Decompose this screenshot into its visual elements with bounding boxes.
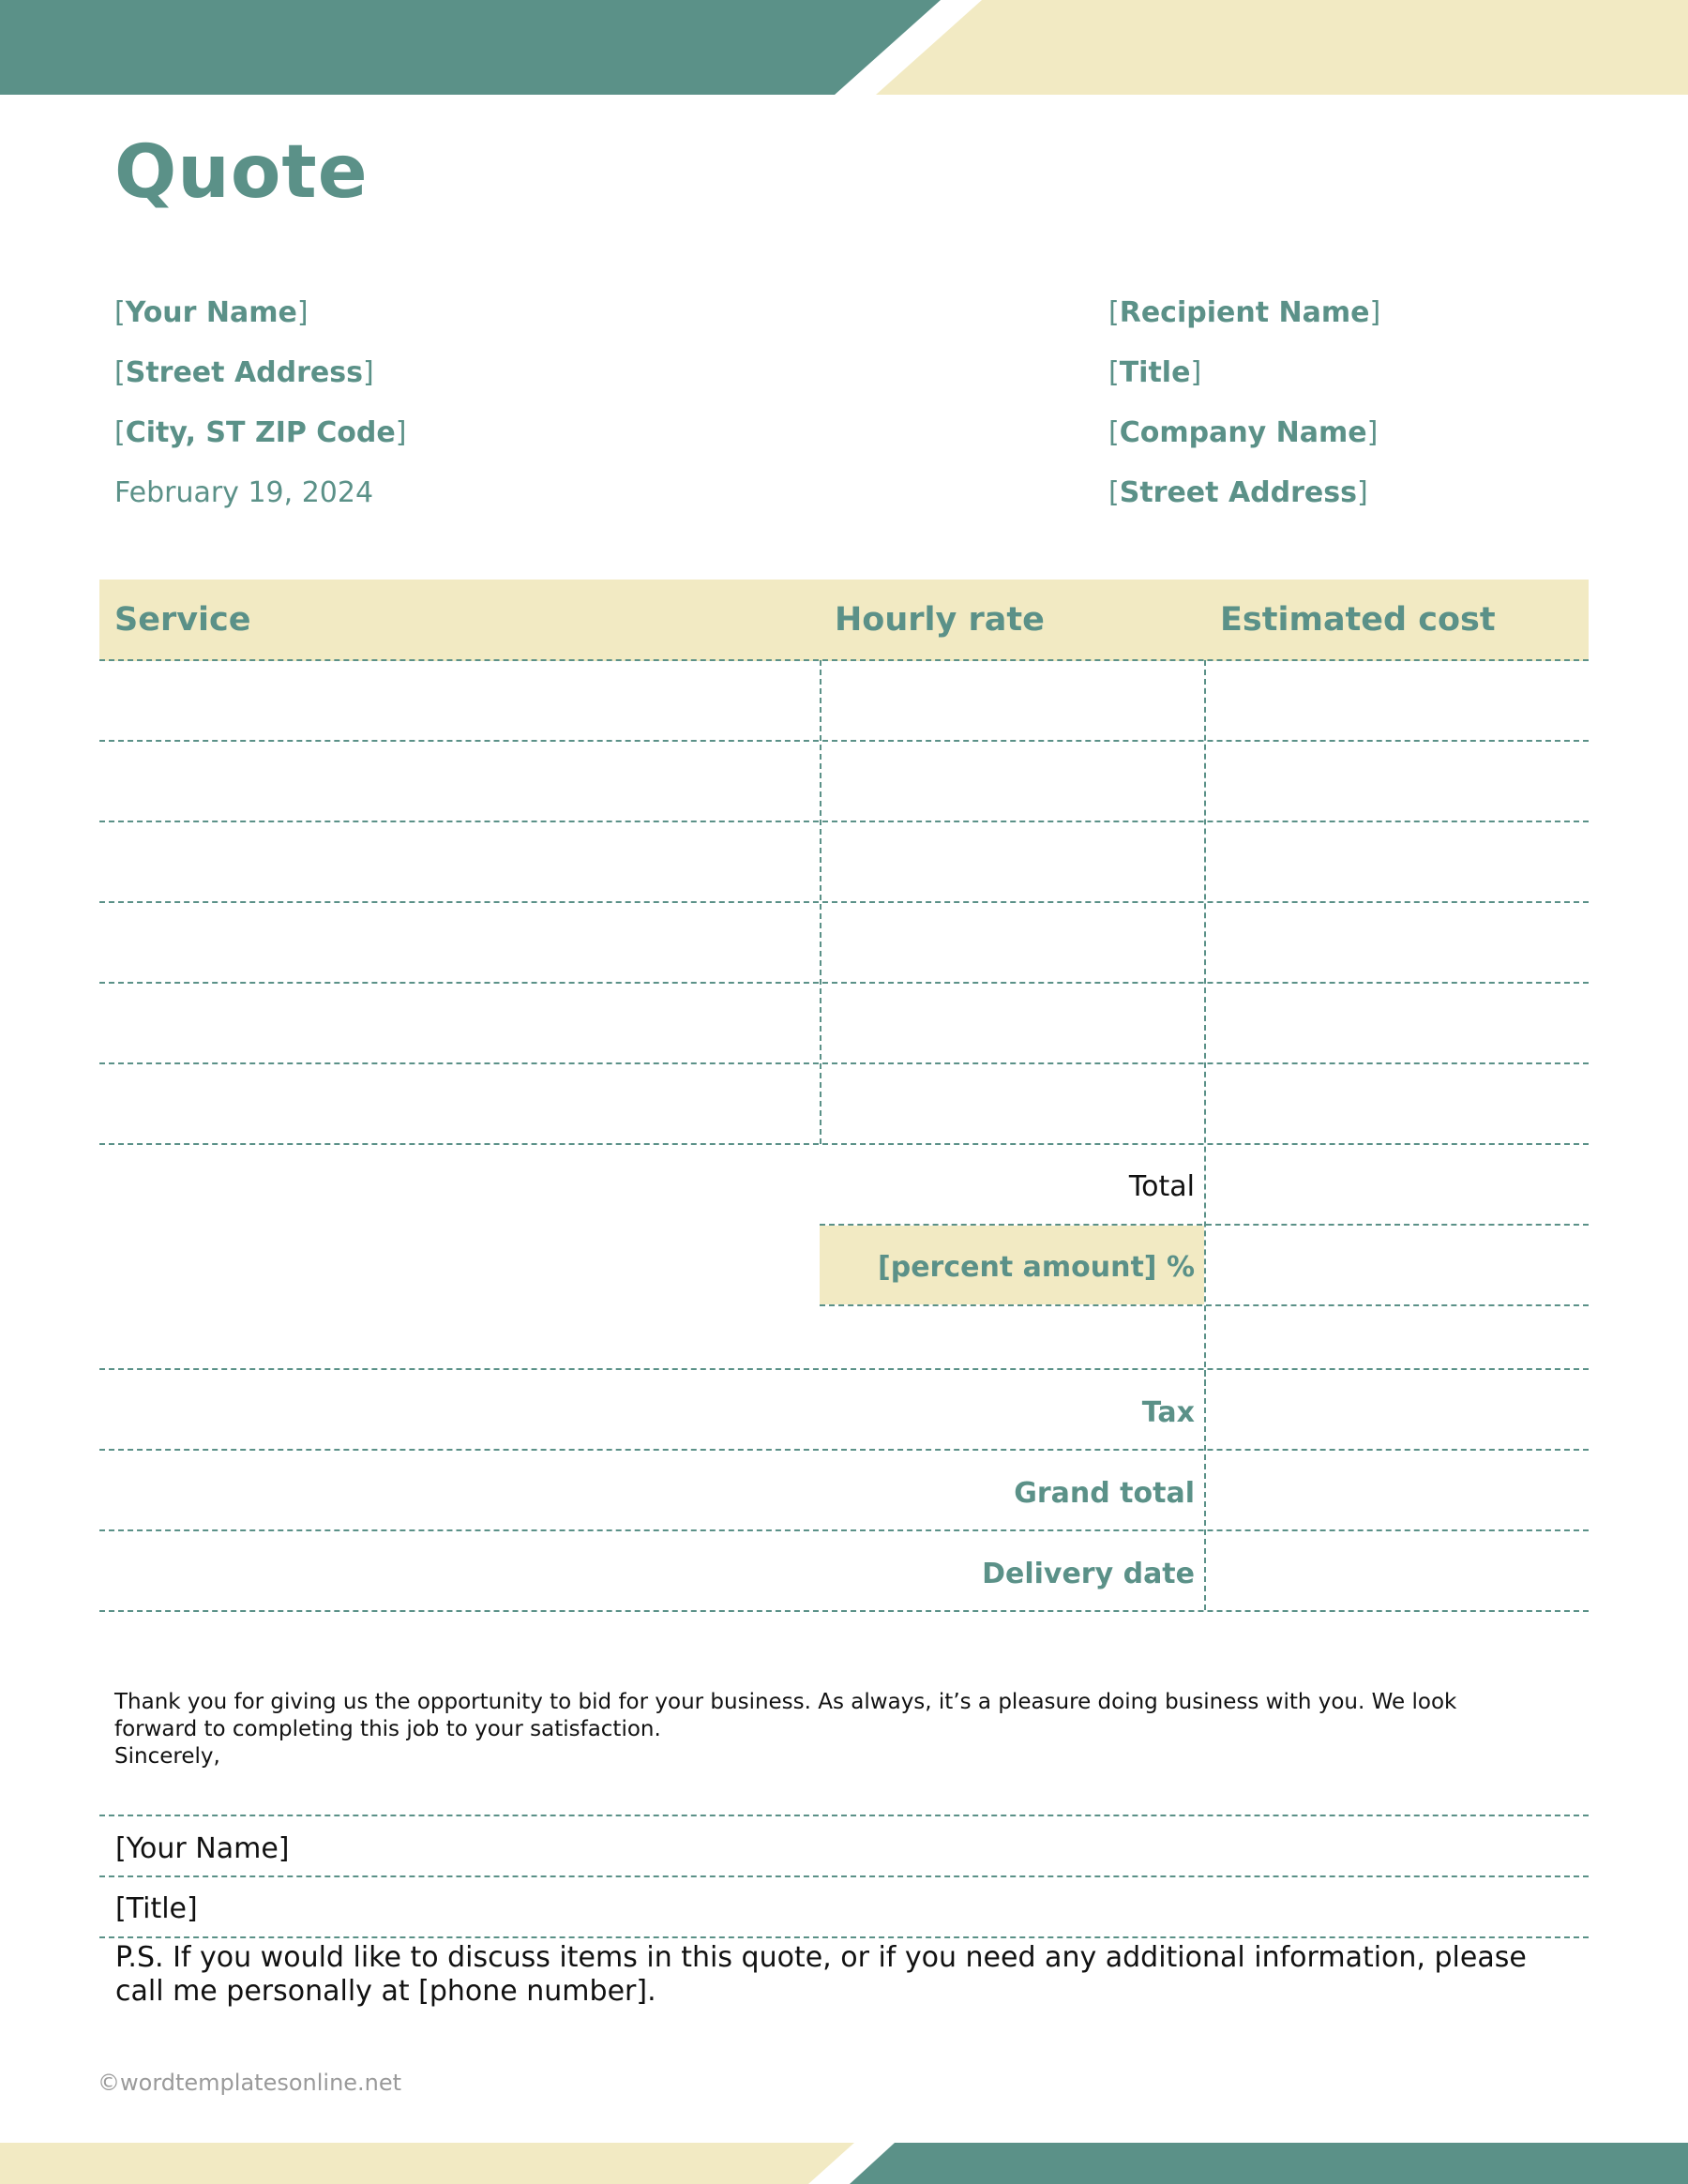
column-divider [820,660,821,1144]
header-band-green [0,0,941,95]
table-row[interactable] [99,902,1589,983]
row-divider [99,982,1589,984]
table-row[interactable] [99,660,1589,741]
note-text: Thank you for giving us the opportunity to bid for your business. As always, it’s a pleasure doing business with you. We look forward to completing this job to your satisfaction. [114,1690,1457,1741]
signature-title[interactable]: [Title] [115,1892,198,1925]
header-service: Service [114,600,251,639]
header-band [0,0,1688,95]
sender-name: [Your Name] [114,296,309,329]
header-band-cream [876,0,1688,95]
grand-total-label: Grand total [1014,1477,1195,1510]
signature-divider [99,1936,1589,1938]
sender-street: [Street Address] [114,356,374,389]
credit-text: ©wordtemplatesonline.net [98,2070,402,2096]
tax-value-cell[interactable] [1206,1370,1589,1449]
recipient-title: [Title] [1108,356,1202,389]
signature-divider [99,1875,1589,1877]
signature-name[interactable]: [Your Name] [115,1832,290,1865]
footer-band-cream [0,2143,854,2184]
footer-band [0,2143,1688,2184]
delivery-date-label: Delivery date [982,1558,1195,1590]
sender-city: [City, ST ZIP Code] [114,416,407,449]
percent-label: [percent amount] % [878,1251,1195,1284]
row-divider [99,740,1589,742]
table-row[interactable] [99,1063,1589,1144]
note-closing: Sincerely, [114,1744,220,1769]
row-divider [820,1304,1589,1306]
recipient-company: [Company Name] [1108,416,1379,449]
row-divider [99,1610,1589,1612]
total-label: Total [1128,1170,1195,1203]
table-row[interactable] [99,741,1589,821]
header-hourly-rate: Hourly rate [835,600,1045,639]
recipient-name: [Recipient Name] [1108,296,1381,329]
row-divider [99,821,1589,822]
postscript: P.S. If you would like to discuss items in this quote, or if you need any additional information, please call me personally at [phone number]. [115,1941,1527,2008]
total-value-cell[interactable] [1206,1144,1589,1223]
signature-divider [99,1815,1589,1816]
row-divider [99,901,1589,903]
header-estimated-cost: Estimated cost [1220,600,1496,639]
grand-total-value-cell[interactable] [1206,1451,1589,1529]
closing-note [114,1689,1540,1770]
column-divider [1204,1370,1206,1610]
footer-band-green [850,2143,1688,2184]
delivery-date-value-cell[interactable] [1206,1531,1589,1610]
recipient-street: [Street Address] [1108,476,1368,509]
percent-value-cell[interactable] [1206,1226,1589,1304]
row-divider [99,1062,1589,1064]
table-row[interactable] [99,983,1589,1063]
quote-date: February 19, 2024 [114,476,374,509]
page-title: Quote [114,130,369,215]
table-row[interactable] [99,821,1589,902]
tax-label: Tax [1141,1396,1195,1429]
